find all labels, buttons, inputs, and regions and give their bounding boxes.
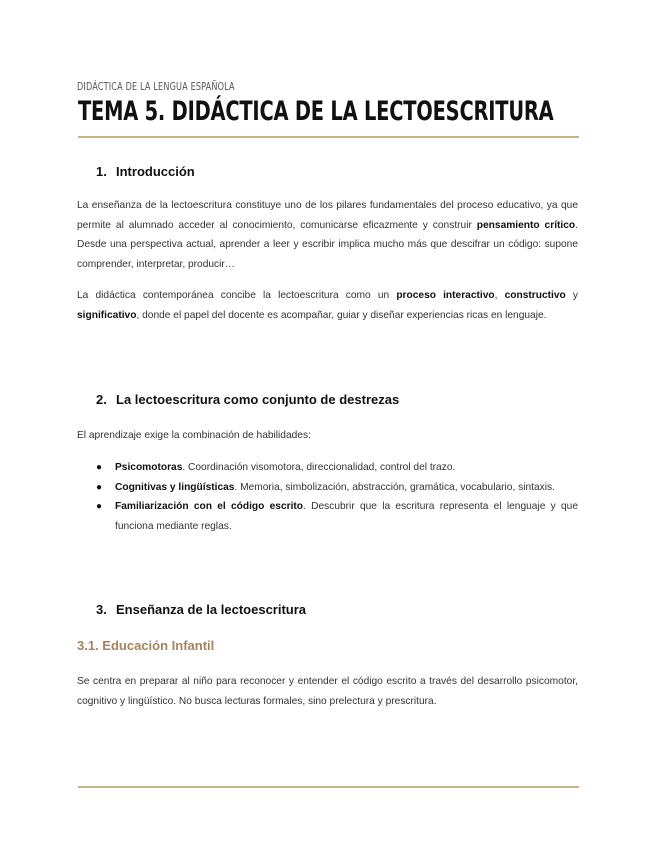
document-title: TEMA 5. DIDÁCTICA DE LA LECTOESCRITURA: [78, 96, 554, 127]
list-item: [96, 458, 578, 478]
bold-term: Familiarización con el código escrito: [115, 501, 304, 512]
text-run: La enseñanza de la lectoescritura constituye uno de los pilares fundamentales del proceso educativo, ya que permite al alumnado acceder al conocimiento, comunicarse eficazmente y construir: [77, 200, 578, 231]
title-divider: [78, 136, 579, 138]
text-run: La didáctica contemporánea concibe la lectoescritura como un: [77, 290, 397, 301]
educacion-infantil-paragraph: Se centra en preparar al niño para reconocer y entender el código escrito a través del desarrollo psicomotor, cognitivo y lingüístico. No busca lecturas formales, sino prelectura y prescritura.: [77, 676, 578, 707]
list-item: [96, 497, 578, 536]
text-run: , donde el papel del docente es acompañar, guiar y diseñar experiencias ricas en lenguaje.: [136, 309, 547, 321]
destrezas-intro: El aprendizaje exige la combinación de habilidades:: [77, 430, 311, 441]
destrezas-list: [96, 458, 578, 536]
subsection-heading-educacion-infantil: 3.1. Educación Infantil: [77, 638, 215, 653]
intro-paragraph-1: [77, 196, 578, 274]
footer-divider: [78, 786, 579, 788]
intro-paragraph-2: [77, 286, 578, 325]
bold-term: constructivo: [504, 290, 566, 301]
text-run: . Descubrir que la escritura representa el lenguaje y que funciona mediante reglas.: [115, 501, 578, 532]
section-title: Introducción: [116, 164, 195, 179]
text-run: . Coordinación visomotora, direccionalidad, control del trazo.: [182, 462, 456, 473]
list-item: [96, 478, 578, 498]
bold-term: significativo: [77, 309, 137, 321]
section-title: Enseñanza de la lectoescritura: [116, 602, 307, 617]
bold-term: Psicomotoras: [115, 462, 183, 473]
bullet-icon: ●: [96, 481, 103, 493]
bold-term: Cognitivas y lingüísticas: [115, 481, 235, 493]
bold-term: proceso interactivo: [396, 290, 495, 301]
text-run: . Desde una perspectiva actual, aprender a leer y escribir implica mucho más que descifrar un código: supone comprender, interpretar, producir…: [77, 219, 578, 270]
section-heading-destrezas: [96, 392, 399, 407]
bullet-icon: ●: [96, 501, 103, 512]
text-run: . Memoria, simbolización, abstracción, gramática, vocabulario, sintaxis.: [234, 481, 555, 493]
section-heading-introduccion: [96, 164, 195, 179]
text-run: ,: [494, 290, 505, 301]
subject-label: DIDÁCTICA DE LA LENGUA ESPAÑOLA: [77, 80, 235, 93]
section-number: 2.: [96, 392, 107, 407]
section-heading-ensenanza: [96, 602, 306, 617]
section-number: 1.: [96, 164, 107, 179]
bullet-icon: ●: [96, 462, 103, 473]
section-title: La lectoescritura como conjunto de destrezas: [116, 392, 400, 407]
section-number: 3.: [96, 602, 107, 617]
bold-term: pensamiento crítico: [476, 219, 576, 231]
text-run: y: [565, 290, 578, 301]
